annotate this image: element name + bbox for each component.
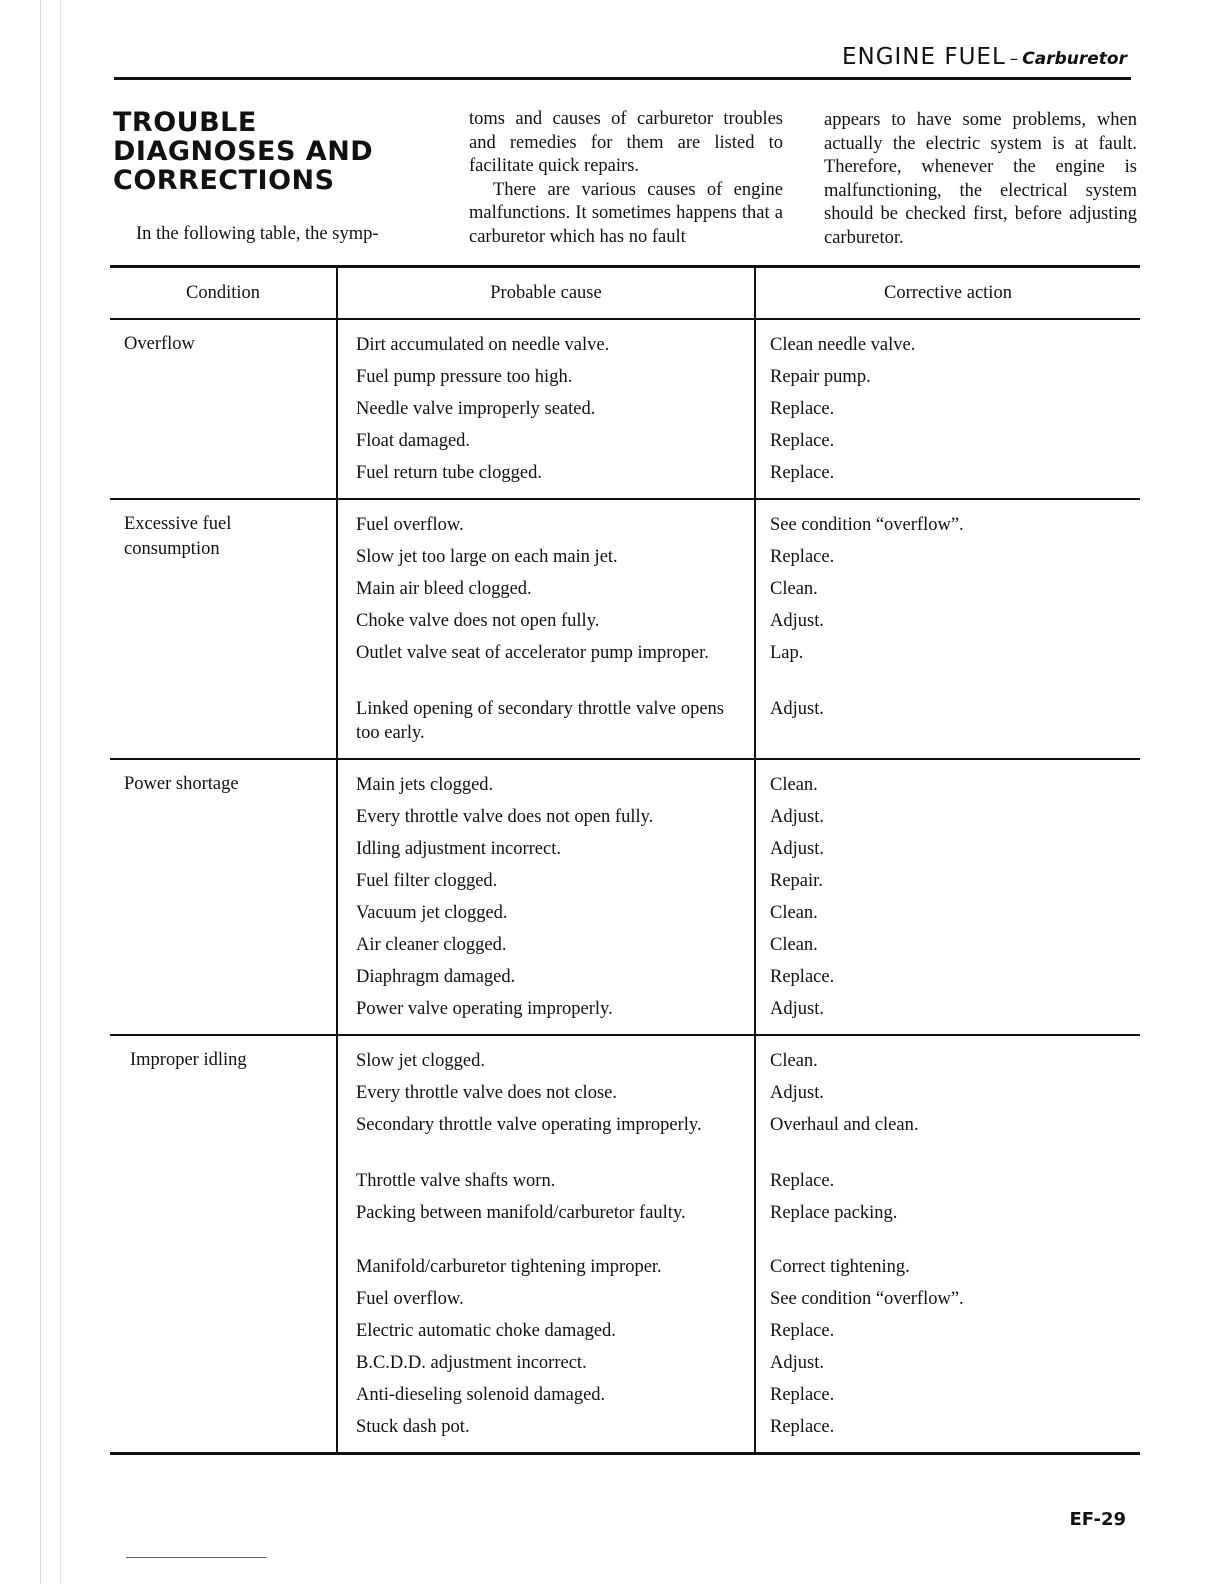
cause-item: Electric automatic choke damaged. bbox=[356, 1321, 616, 1341]
table-header-row bbox=[110, 267, 1140, 320]
action-item: Clean needle valve. bbox=[770, 335, 916, 355]
action-item: Repair pump. bbox=[770, 367, 871, 387]
action-list bbox=[756, 500, 1140, 758]
action-item: Replace. bbox=[770, 1385, 835, 1405]
action-item: Replace. bbox=[770, 967, 835, 987]
cause-item: Stuck dash pot. bbox=[356, 1417, 470, 1437]
cause-item: Idling adjustment incorrect. bbox=[356, 839, 561, 859]
cause-list bbox=[338, 320, 754, 498]
action-item: Replace. bbox=[770, 1417, 835, 1437]
action-item: Replace. bbox=[770, 547, 835, 567]
cause-item: Vacuum jet clogged. bbox=[356, 903, 508, 923]
intro-paragraph: toms and causes of carburetor troubles and remedies for them are listed to facilitate quick repairs. bbox=[469, 109, 783, 177]
cause-list bbox=[338, 1036, 754, 1452]
cause-item: Anti-dieseling solenoid damaged. bbox=[356, 1385, 606, 1405]
action-list bbox=[756, 760, 1140, 1034]
cause-item: Main air bleed clogged. bbox=[356, 579, 532, 599]
action-item: Lap. bbox=[770, 643, 804, 663]
action-item: Replace. bbox=[770, 463, 835, 483]
action-item: Adjust. bbox=[770, 611, 824, 631]
cause-item: Main jets clogged. bbox=[356, 775, 494, 795]
binding-line bbox=[60, 0, 61, 1584]
cause-item: Linked opening of secondary throttle valve opens too early. bbox=[356, 699, 724, 743]
header-rule bbox=[114, 77, 1131, 80]
action-item: Adjust. bbox=[770, 1083, 824, 1103]
action-item: Replace. bbox=[770, 431, 835, 451]
cause-item: Diaphragm damaged. bbox=[356, 967, 516, 987]
cause-item: Fuel overflow. bbox=[356, 1289, 464, 1309]
trouble-diagnosis-table bbox=[110, 265, 1140, 1455]
action-list bbox=[756, 320, 1140, 498]
cause-item: Needle valve improperly seated. bbox=[356, 399, 596, 419]
action-item: Adjust. bbox=[770, 699, 824, 719]
action-item: See condition “overflow”. bbox=[770, 515, 964, 535]
cause-item: Every throttle valve does not open fully. bbox=[356, 807, 654, 827]
action-item: Repair. bbox=[770, 871, 823, 891]
action-item: Adjust. bbox=[770, 807, 824, 827]
table-row bbox=[110, 499, 1140, 759]
condition-cell: Excessive fuel consumption bbox=[124, 514, 232, 559]
intro-column-2 bbox=[469, 108, 783, 250]
cause-item: B.C.D.D. adjustment incorrect. bbox=[356, 1353, 587, 1373]
action-item: Clean. bbox=[770, 903, 818, 923]
action-list bbox=[756, 1036, 1140, 1452]
cause-list bbox=[338, 500, 754, 758]
action-item: Clean. bbox=[770, 775, 818, 795]
cause-item: Packing between manifold/carburetor faulty. bbox=[356, 1203, 686, 1223]
cause-item: Choke valve does not open fully. bbox=[356, 611, 600, 631]
table-row bbox=[110, 759, 1140, 1035]
action-item: Clean. bbox=[770, 935, 818, 955]
action-item: See condition “overflow”. bbox=[770, 1289, 964, 1309]
header-probable-cause: Probable cause bbox=[337, 267, 755, 320]
action-item: Adjust. bbox=[770, 1353, 824, 1373]
cause-item: Slow jet clogged. bbox=[356, 1051, 485, 1071]
cause-item: Every throttle valve does not close. bbox=[356, 1083, 617, 1103]
cause-item: Fuel return tube clogged. bbox=[356, 463, 542, 483]
intro-column-1 bbox=[136, 223, 426, 247]
action-item: Replace. bbox=[770, 399, 835, 419]
cause-item: Fuel filter clogged. bbox=[356, 871, 498, 891]
cause-item: Dirt accumulated on needle valve. bbox=[356, 335, 610, 355]
condition-cell: Improper idling bbox=[130, 1050, 247, 1070]
action-item: Clean. bbox=[770, 579, 818, 599]
action-item: Adjust. bbox=[770, 999, 824, 1019]
page-number: EF-29 bbox=[1069, 1509, 1126, 1530]
cause-item: Fuel pump pressure too high. bbox=[356, 367, 573, 387]
subsection-title: Carburetor bbox=[1022, 49, 1127, 69]
cause-item: Manifold/carburetor tightening improper. bbox=[356, 1257, 662, 1277]
footnote-rule bbox=[126, 1557, 267, 1558]
condition-cell: Power shortage bbox=[124, 774, 239, 794]
action-item: Replace. bbox=[770, 1321, 835, 1341]
header-separator: – bbox=[1009, 49, 1019, 69]
cause-item: Slow jet too large on each main jet. bbox=[356, 547, 618, 567]
cause-item: Secondary throttle valve operating improperly. bbox=[356, 1115, 702, 1135]
cause-item: Fuel overflow. bbox=[356, 515, 464, 535]
table-row bbox=[110, 319, 1140, 499]
cause-item: Air cleaner clogged. bbox=[356, 935, 507, 955]
header-condition: Condition bbox=[110, 267, 337, 320]
action-item: Replace packing. bbox=[770, 1203, 898, 1223]
condition-cell: Overflow bbox=[124, 334, 195, 354]
cause-item: Outlet valve seat of accelerator pump improper. bbox=[356, 643, 709, 663]
cause-item: Power valve operating improperly. bbox=[356, 999, 613, 1019]
action-item: Correct tightening. bbox=[770, 1257, 910, 1277]
cause-list bbox=[338, 760, 754, 1034]
page-title: TROUBLE DIAGNOSES AND CORRECTIONS bbox=[113, 107, 374, 196]
table-row bbox=[110, 1035, 1140, 1454]
intro-column-3 bbox=[824, 109, 1137, 251]
action-item: Overhaul and clean. bbox=[770, 1115, 919, 1135]
running-header bbox=[842, 44, 1127, 70]
header-corrective-action: Corrective action bbox=[755, 267, 1140, 320]
intro-paragraph: appears to have some problems, when actually the electric system is at fault. Therefore, whenever the engine is malfunctioning, the electrical system should be checked first, before adjusting carburetor. bbox=[824, 110, 1137, 248]
action-item: Clean. bbox=[770, 1051, 818, 1071]
intro-paragraph: There are various causes of engine malfunctions. It sometimes happens that a carburetor which has no fault bbox=[469, 179, 783, 247]
intro-paragraph: In the following table, the symp- bbox=[136, 224, 379, 244]
cause-item: Float damaged. bbox=[356, 431, 471, 451]
binding-line bbox=[40, 0, 41, 1584]
cause-item: Throttle valve shafts worn. bbox=[356, 1171, 556, 1191]
section-title: ENGINE FUEL bbox=[841, 44, 1006, 70]
action-item: Replace. bbox=[770, 1171, 835, 1191]
action-item: Adjust. bbox=[770, 839, 824, 859]
